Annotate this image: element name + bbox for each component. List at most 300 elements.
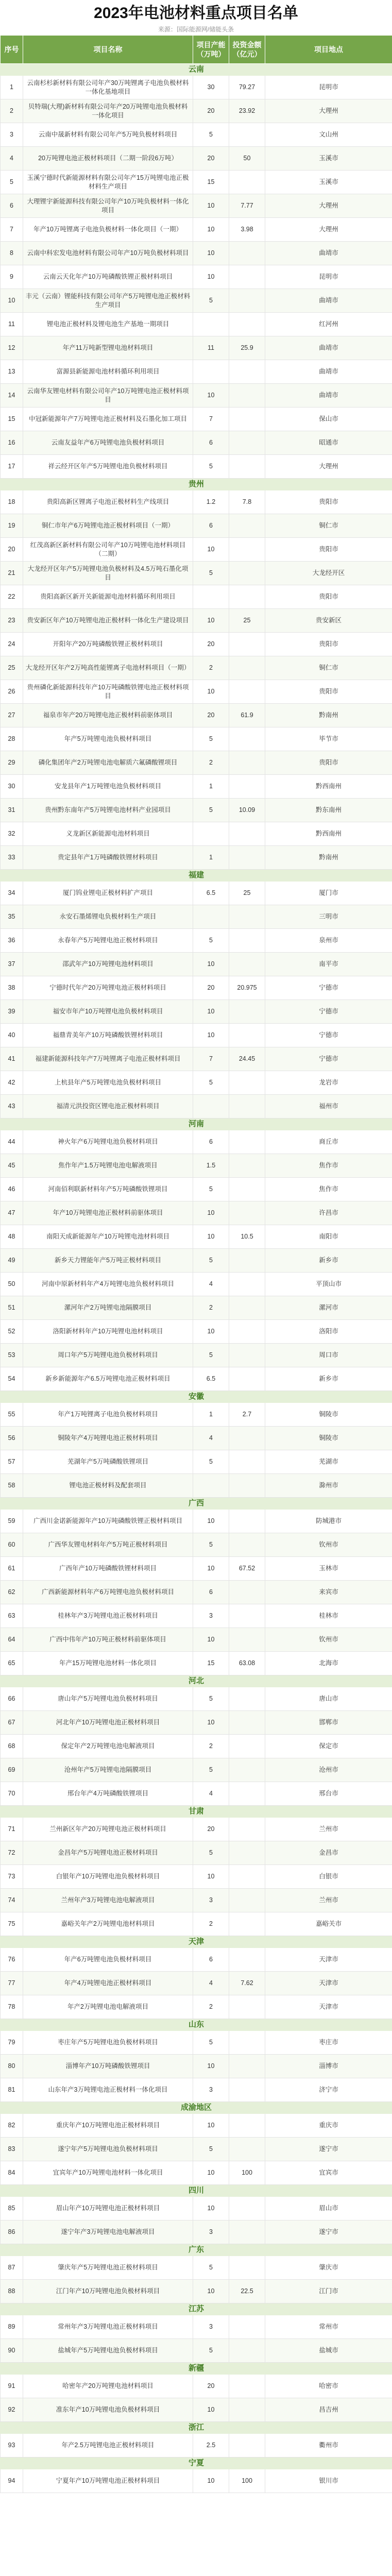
cell-index: 90 xyxy=(1,2339,23,2363)
cell-capacity: 4 xyxy=(193,1427,229,1450)
cell-index: 21 xyxy=(1,562,23,585)
cell-investment: 7.62 xyxy=(229,1972,265,1995)
region-header-row xyxy=(1,2185,392,2197)
cell-index: 59 xyxy=(1,1510,23,1533)
cell-location: 铜陵市 xyxy=(265,1427,392,1450)
header-project-name: 项目名称 xyxy=(23,36,193,64)
cell-index: 40 xyxy=(1,1024,23,1047)
cell-location: 江门市 xyxy=(265,2280,392,2303)
cell-investment: 23.92 xyxy=(229,99,265,123)
table-row xyxy=(1,455,392,479)
cell-investment xyxy=(229,1474,265,1498)
cell-capacity: 2 xyxy=(193,1995,229,2019)
table-row xyxy=(1,1071,392,1095)
region-header-row xyxy=(1,1391,392,1403)
cell-project-name: 洛阳新材料年产10万吨锂电池材料项目 xyxy=(23,1320,193,1344)
cell-location: 商丘市 xyxy=(265,1130,392,1154)
cell-location: 焦作市 xyxy=(265,1178,392,1201)
cell-location: 芜湖市 xyxy=(265,1450,392,1474)
cell-index: 85 xyxy=(1,2197,23,2221)
table-row xyxy=(1,1841,392,1865)
cell-index: 55 xyxy=(1,1403,23,1427)
cell-capacity: 5 xyxy=(193,1450,229,1474)
cell-investment xyxy=(229,2256,265,2280)
cell-investment xyxy=(229,1510,265,1533)
cell-location: 肇庆市 xyxy=(265,2256,392,2280)
cell-capacity: 4 xyxy=(193,1972,229,1995)
cell-capacity: 10 xyxy=(193,1320,229,1344)
cell-capacity: 10 xyxy=(193,1225,229,1249)
cell-capacity: 10 xyxy=(193,242,229,265)
cell-investment xyxy=(229,822,265,846)
cell-investment xyxy=(229,1178,265,1201)
cell-index: 32 xyxy=(1,822,23,846)
cell-project-name: 常州年产3万吨锂电池正极材料项目 xyxy=(23,2315,193,2339)
cell-capacity: 10 xyxy=(193,1865,229,1889)
cell-investment xyxy=(229,1628,265,1652)
cell-location: 昆明市 xyxy=(265,265,392,289)
cell-index: 22 xyxy=(1,585,23,609)
cell-investment xyxy=(229,2078,265,2102)
cell-location: 宁德市 xyxy=(265,1047,392,1071)
cell-investment xyxy=(229,656,265,680)
cell-capacity: 10 xyxy=(193,218,229,242)
cell-capacity: 6 xyxy=(193,1948,229,1972)
cell-location: 红河州 xyxy=(265,313,392,336)
table-row xyxy=(1,1403,392,1427)
cell-index: 80 xyxy=(1,2055,23,2078)
region-label: 贵州 xyxy=(1,479,392,490)
cell-capacity: 5 xyxy=(193,1249,229,1273)
table-row xyxy=(1,1912,392,1936)
cell-investment xyxy=(229,2315,265,2339)
cell-project-name: 20万吨锂电池正极材料项目（二期一阶段6万吨） xyxy=(23,147,193,171)
cell-investment xyxy=(229,1995,265,2019)
cell-project-name: 河北年产10万吨锂电池正极材料项目 xyxy=(23,1711,193,1735)
table-row xyxy=(1,799,392,822)
cell-capacity xyxy=(193,822,229,846)
cell-index: 18 xyxy=(1,490,23,514)
region-header-row xyxy=(1,2102,392,2114)
table-row xyxy=(1,2434,392,2458)
table-header-row xyxy=(1,36,392,64)
cell-investment xyxy=(229,1711,265,1735)
cell-capacity: 3 xyxy=(193,2078,229,2102)
cell-location: 白银市 xyxy=(265,1865,392,1889)
table-row xyxy=(1,2280,392,2303)
cell-location: 保山市 xyxy=(265,408,392,431)
cell-investment xyxy=(229,905,265,929)
cell-capacity: 5 xyxy=(193,929,229,953)
cell-location: 邢台市 xyxy=(265,1782,392,1806)
cell-project-name: 云南中科宏发电池材料有限公司年产10万吨负极材料项目 xyxy=(23,242,193,265)
table-row xyxy=(1,1711,392,1735)
cell-investment: 20.975 xyxy=(229,976,265,1000)
cell-investment: 10.09 xyxy=(229,799,265,822)
cell-project-name: 云南友益年产6万吨锂电池负极材料项目 xyxy=(23,431,193,455)
cell-capacity: 10 xyxy=(193,2280,229,2303)
cell-capacity: 10 xyxy=(193,1510,229,1533)
table-row xyxy=(1,1024,392,1047)
cell-project-name: 贵州黔东南年产5万吨锂电池材料产业园项目 xyxy=(23,799,193,822)
cell-investment xyxy=(229,1581,265,1604)
cell-project-name: 安龙县年产1万吨锂电池负极材料项目 xyxy=(23,775,193,799)
cell-capacity: 20 xyxy=(193,1818,229,1841)
cell-investment: 63.08 xyxy=(229,1652,265,1675)
cell-index: 10 xyxy=(1,289,23,313)
cell-investment xyxy=(229,1450,265,1474)
cell-capacity xyxy=(193,313,229,336)
cell-index: 54 xyxy=(1,1367,23,1391)
cell-project-name: 周口年产5万吨锂电池负极材料项目 xyxy=(23,1344,193,1367)
cell-index: 31 xyxy=(1,799,23,822)
cell-index: 8 xyxy=(1,242,23,265)
cell-capacity: 5 xyxy=(193,1758,229,1782)
cell-capacity xyxy=(193,1095,229,1118)
cell-index: 67 xyxy=(1,1711,23,1735)
table-row xyxy=(1,633,392,656)
cell-capacity: 6.5 xyxy=(193,882,229,905)
cell-project-name: 广西新能源材料年产6万吨锂电池负极材料项目 xyxy=(23,1581,193,1604)
cell-capacity: 10 xyxy=(193,2114,229,2138)
table-row xyxy=(1,194,392,218)
cell-investment: 25 xyxy=(229,609,265,633)
cell-capacity: 5 xyxy=(193,2339,229,2363)
cell-project-name: 贵安新区年产10万吨锂电池正极材料一体化生产建设项目 xyxy=(23,609,193,633)
cell-index: 78 xyxy=(1,1995,23,2019)
cell-project-name: 兰州新区年产20万吨锂电池正极材料项目 xyxy=(23,1818,193,1841)
table-row xyxy=(1,360,392,384)
cell-investment xyxy=(229,1735,265,1758)
cell-index: 9 xyxy=(1,265,23,289)
cell-capacity: 10 xyxy=(193,384,229,408)
cell-capacity: 7 xyxy=(193,408,229,431)
cell-investment xyxy=(229,2138,265,2161)
cell-investment xyxy=(229,633,265,656)
cell-project-name: 年产4万吨锂电池正极材料项目 xyxy=(23,1972,193,1995)
cell-project-name: 福鼎青美年产10万吨磷酸铁锂材料项目 xyxy=(23,1024,193,1047)
projects-table xyxy=(0,35,392,2493)
cell-investment xyxy=(229,1344,265,1367)
cell-location: 遂宁市 xyxy=(265,2138,392,2161)
cell-project-name: 新乡天力锂能年产5万吨正极材料项目 xyxy=(23,1249,193,1273)
cell-index: 75 xyxy=(1,1912,23,1936)
cell-index: 89 xyxy=(1,2315,23,2339)
region-label: 河北 xyxy=(1,1675,392,1687)
cell-capacity: 1 xyxy=(193,1403,229,1427)
cell-location: 玉溪市 xyxy=(265,147,392,171)
cell-capacity: 15 xyxy=(193,1652,229,1675)
table-row xyxy=(1,1557,392,1581)
cell-capacity: 10 xyxy=(193,265,229,289)
cell-project-name: 宁德时代年产20万吨锂电池正极材料项目 xyxy=(23,976,193,1000)
cell-project-name: 金昌年产5万吨锂电池正极材料项目 xyxy=(23,1841,193,1865)
cell-index: 25 xyxy=(1,656,23,680)
cell-capacity: 6 xyxy=(193,1581,229,1604)
cell-investment xyxy=(229,846,265,870)
header-capacity: 项目产能（万吨） xyxy=(193,36,229,64)
cell-index: 71 xyxy=(1,1818,23,1841)
cell-project-name: 白银年产10万吨锂电池负极材料项目 xyxy=(23,1865,193,1889)
cell-location: 黔东南州 xyxy=(265,799,392,822)
table-row xyxy=(1,1000,392,1024)
region-label: 宁夏 xyxy=(1,2458,392,2469)
cell-capacity: 10 xyxy=(193,2398,229,2422)
cell-index: 1 xyxy=(1,76,23,99)
cell-investment xyxy=(229,171,265,194)
cell-location: 保定市 xyxy=(265,1735,392,1758)
region-header-row xyxy=(1,2244,392,2256)
cell-index: 30 xyxy=(1,775,23,799)
cell-capacity: 1.2 xyxy=(193,490,229,514)
cell-location: 桂林市 xyxy=(265,1604,392,1628)
cell-project-name: 江门年产10万吨锂电池负极材料项目 xyxy=(23,2280,193,2303)
region-label: 新疆 xyxy=(1,2363,392,2375)
cell-capacity: 5 xyxy=(193,1178,229,1201)
cell-project-name: 永安石墨烯锂电负极材料生产项目 xyxy=(23,905,193,929)
cell-investment xyxy=(229,1604,265,1628)
cell-investment: 7.77 xyxy=(229,194,265,218)
cell-location: 沧州市 xyxy=(265,1758,392,1782)
cell-location: 北海市 xyxy=(265,1652,392,1675)
cell-investment xyxy=(229,455,265,479)
cell-project-name: 河南佰利联新材料年产5万吨磷酸铁锂项目 xyxy=(23,1178,193,1201)
cell-project-name: 年产10万吨锂电池正极材料前驱体项目 xyxy=(23,1201,193,1225)
cell-capacity: 10 xyxy=(193,2055,229,2078)
cell-project-name: 贵定县年产1万吨磷酸铁锂材料项目 xyxy=(23,846,193,870)
cell-location: 来宾市 xyxy=(265,1581,392,1604)
region-label: 浙江 xyxy=(1,2422,392,2434)
table-row xyxy=(1,1047,392,1071)
cell-index: 69 xyxy=(1,1758,23,1782)
cell-investment xyxy=(229,1687,265,1711)
region-header-row xyxy=(1,870,392,882)
region-header-row xyxy=(1,2422,392,2434)
cell-index: 70 xyxy=(1,1782,23,1806)
table-row xyxy=(1,1474,392,1498)
table-row xyxy=(1,775,392,799)
table-row xyxy=(1,2315,392,2339)
cell-index: 92 xyxy=(1,2398,23,2422)
cell-index: 23 xyxy=(1,609,23,633)
cell-location: 宁德市 xyxy=(265,976,392,1000)
cell-location: 曲靖市 xyxy=(265,384,392,408)
table-row xyxy=(1,1865,392,1889)
cell-project-name: 福泉市年产20万吨锂电池正极材料前驱体项目 xyxy=(23,704,193,727)
cell-project-name: 年产2万吨锂电池电解液项目 xyxy=(23,1995,193,2019)
cell-capacity: 3 xyxy=(193,1889,229,1912)
cell-location: 许昌市 xyxy=(265,1201,392,1225)
cell-investment xyxy=(229,1889,265,1912)
table-row xyxy=(1,1178,392,1201)
cell-capacity: 1 xyxy=(193,846,229,870)
cell-index: 91 xyxy=(1,2375,23,2398)
cell-location: 贵阳市 xyxy=(265,585,392,609)
cell-project-name: 神火年产6万吨锂电池负极材料项目 xyxy=(23,1130,193,1154)
region-header-row xyxy=(1,64,392,76)
cell-investment: 22.5 xyxy=(229,2280,265,2303)
cell-investment xyxy=(229,585,265,609)
table-row xyxy=(1,846,392,870)
table-body xyxy=(1,64,392,2493)
table-row xyxy=(1,1344,392,1367)
cell-project-name: 贵州磷化新能源科技年产10万吨磷酸铁锂电池正极材料项目 xyxy=(23,680,193,704)
cell-index: 5 xyxy=(1,171,23,194)
table-row xyxy=(1,2221,392,2244)
cell-investment xyxy=(229,1841,265,1865)
cell-capacity: 7 xyxy=(193,1047,229,1071)
cell-location: 天津市 xyxy=(265,1948,392,1972)
cell-location: 曲靖市 xyxy=(265,360,392,384)
cell-project-name: 贝特瑞(大理)新材料有限公司年产20万吨锂电池负极材料一体化项目 xyxy=(23,99,193,123)
cell-location: 金昌市 xyxy=(265,1841,392,1865)
cell-investment: 61.9 xyxy=(229,704,265,727)
cell-investment: 24.45 xyxy=(229,1047,265,1071)
cell-index: 73 xyxy=(1,1865,23,1889)
cell-project-name: 邵武年产10万吨锂电池材料项目 xyxy=(23,953,193,976)
region-label: 山东 xyxy=(1,2019,392,2031)
cell-investment xyxy=(229,2434,265,2458)
cell-project-name: 云南华友锂电材料有限公司年产10万吨锂电池正极材料项目 xyxy=(23,384,193,408)
cell-project-name: 嘉峪关年产2万吨锂电池材料项目 xyxy=(23,1912,193,1936)
table-row xyxy=(1,1628,392,1652)
table-row xyxy=(1,218,392,242)
cell-capacity xyxy=(193,1474,229,1498)
cell-investment xyxy=(229,313,265,336)
table-row xyxy=(1,727,392,751)
cell-index: 24 xyxy=(1,633,23,656)
cell-capacity: 20 xyxy=(193,704,229,727)
cell-index: 94 xyxy=(1,2469,23,2493)
cell-capacity: 6.5 xyxy=(193,1367,229,1391)
cell-investment xyxy=(229,360,265,384)
cell-capacity: 2 xyxy=(193,1912,229,1936)
table-row xyxy=(1,2055,392,2078)
cell-project-name: 年产6万吨锂电池负极材料项目 xyxy=(23,1948,193,1972)
cell-capacity xyxy=(193,360,229,384)
cell-index: 52 xyxy=(1,1320,23,1344)
cell-location: 铜仁市 xyxy=(265,514,392,538)
region-label: 四川 xyxy=(1,2185,392,2197)
cell-location: 重庆市 xyxy=(265,2114,392,2138)
cell-capacity: 20 xyxy=(193,633,229,656)
cell-project-name: 广西中伟年产10万吨正极材料前驱体项目 xyxy=(23,1628,193,1652)
cell-index: 53 xyxy=(1,1344,23,1367)
cell-investment xyxy=(229,727,265,751)
cell-index: 29 xyxy=(1,751,23,775)
cell-location: 泉州市 xyxy=(265,929,392,953)
cell-project-name: 保定年产2万吨锂电池电解液项目 xyxy=(23,1735,193,1758)
header-investment: 投资金额（亿元） xyxy=(229,36,265,64)
cell-investment: 79.27 xyxy=(229,76,265,99)
cell-investment xyxy=(229,514,265,538)
cell-location: 铜陵市 xyxy=(265,1403,392,1427)
cell-index: 57 xyxy=(1,1450,23,1474)
cell-location: 衢州市 xyxy=(265,2434,392,2458)
cell-location: 福州市 xyxy=(265,1095,392,1118)
table-row xyxy=(1,2138,392,2161)
cell-investment xyxy=(229,751,265,775)
cell-investment xyxy=(229,2114,265,2138)
table-row xyxy=(1,2469,392,2493)
region-label: 广东 xyxy=(1,2244,392,2256)
table-row xyxy=(1,1948,392,1972)
cell-investment: 100 xyxy=(229,2161,265,2185)
cell-project-name: 大理锂宇新能源科技有限公司年产10万吨负极材料一体化项目 xyxy=(23,194,193,218)
table-row xyxy=(1,929,392,953)
cell-investment: 25 xyxy=(229,882,265,905)
cell-index: 68 xyxy=(1,1735,23,1758)
cell-index: 20 xyxy=(1,538,23,562)
cell-location: 常州市 xyxy=(265,2315,392,2339)
table-row xyxy=(1,751,392,775)
cell-investment xyxy=(229,1912,265,1936)
cell-capacity: 4 xyxy=(193,1273,229,1296)
cell-capacity: 10 xyxy=(193,1024,229,1047)
table-row xyxy=(1,2078,392,2102)
cell-project-name: 磷化集团年产2万吨锂电池电解质六氟磷酸锂项目 xyxy=(23,751,193,775)
table-row xyxy=(1,2197,392,2221)
table-row xyxy=(1,585,392,609)
cell-location: 眉山市 xyxy=(265,2197,392,2221)
cell-capacity: 10 xyxy=(193,194,229,218)
cell-investment xyxy=(229,1071,265,1095)
cell-capacity: 2 xyxy=(193,1296,229,1320)
cell-location: 曲靖市 xyxy=(265,242,392,265)
cell-index: 64 xyxy=(1,1628,23,1652)
table-row xyxy=(1,1201,392,1225)
cell-capacity: 2 xyxy=(193,656,229,680)
cell-capacity xyxy=(193,585,229,609)
cell-location: 兰州市 xyxy=(265,1818,392,1841)
cell-capacity: 6 xyxy=(193,431,229,455)
cell-investment xyxy=(229,2375,265,2398)
cell-location: 银川市 xyxy=(265,2469,392,2493)
cell-index: 41 xyxy=(1,1047,23,1071)
cell-investment xyxy=(229,2339,265,2363)
table-row xyxy=(1,704,392,727)
table-row xyxy=(1,1154,392,1178)
cell-location: 贵阳市 xyxy=(265,538,392,562)
table-row xyxy=(1,1095,392,1118)
cell-project-name: 年产5万吨锂电池负极材料项目 xyxy=(23,727,193,751)
cell-capacity: 30 xyxy=(193,76,229,99)
cell-capacity: 5 xyxy=(193,1841,229,1865)
cell-project-name: 铜仁市年产6万吨锂电池正极材料项目（一期） xyxy=(23,514,193,538)
table-row xyxy=(1,1581,392,1604)
table-row xyxy=(1,336,392,360)
cell-capacity: 2 xyxy=(193,751,229,775)
cell-index: 79 xyxy=(1,2031,23,2055)
cell-index: 82 xyxy=(1,2114,23,2138)
cell-investment xyxy=(229,1367,265,1391)
cell-location: 曲靖市 xyxy=(265,336,392,360)
cell-location: 贵阳市 xyxy=(265,751,392,775)
region-label: 广西 xyxy=(1,1498,392,1510)
cell-project-name: 永春年产5万吨锂电池正极材料项目 xyxy=(23,929,193,953)
cell-investment xyxy=(229,929,265,953)
cell-index: 74 xyxy=(1,1889,23,1912)
cell-location: 玉林市 xyxy=(265,1557,392,1581)
table-row xyxy=(1,123,392,147)
cell-index: 83 xyxy=(1,2138,23,2161)
cell-location: 漯河市 xyxy=(265,1296,392,1320)
cell-capacity xyxy=(193,905,229,929)
cell-investment xyxy=(229,1095,265,1118)
cell-capacity: 5 xyxy=(193,289,229,313)
table-row xyxy=(1,538,392,562)
cell-index: 44 xyxy=(1,1130,23,1154)
